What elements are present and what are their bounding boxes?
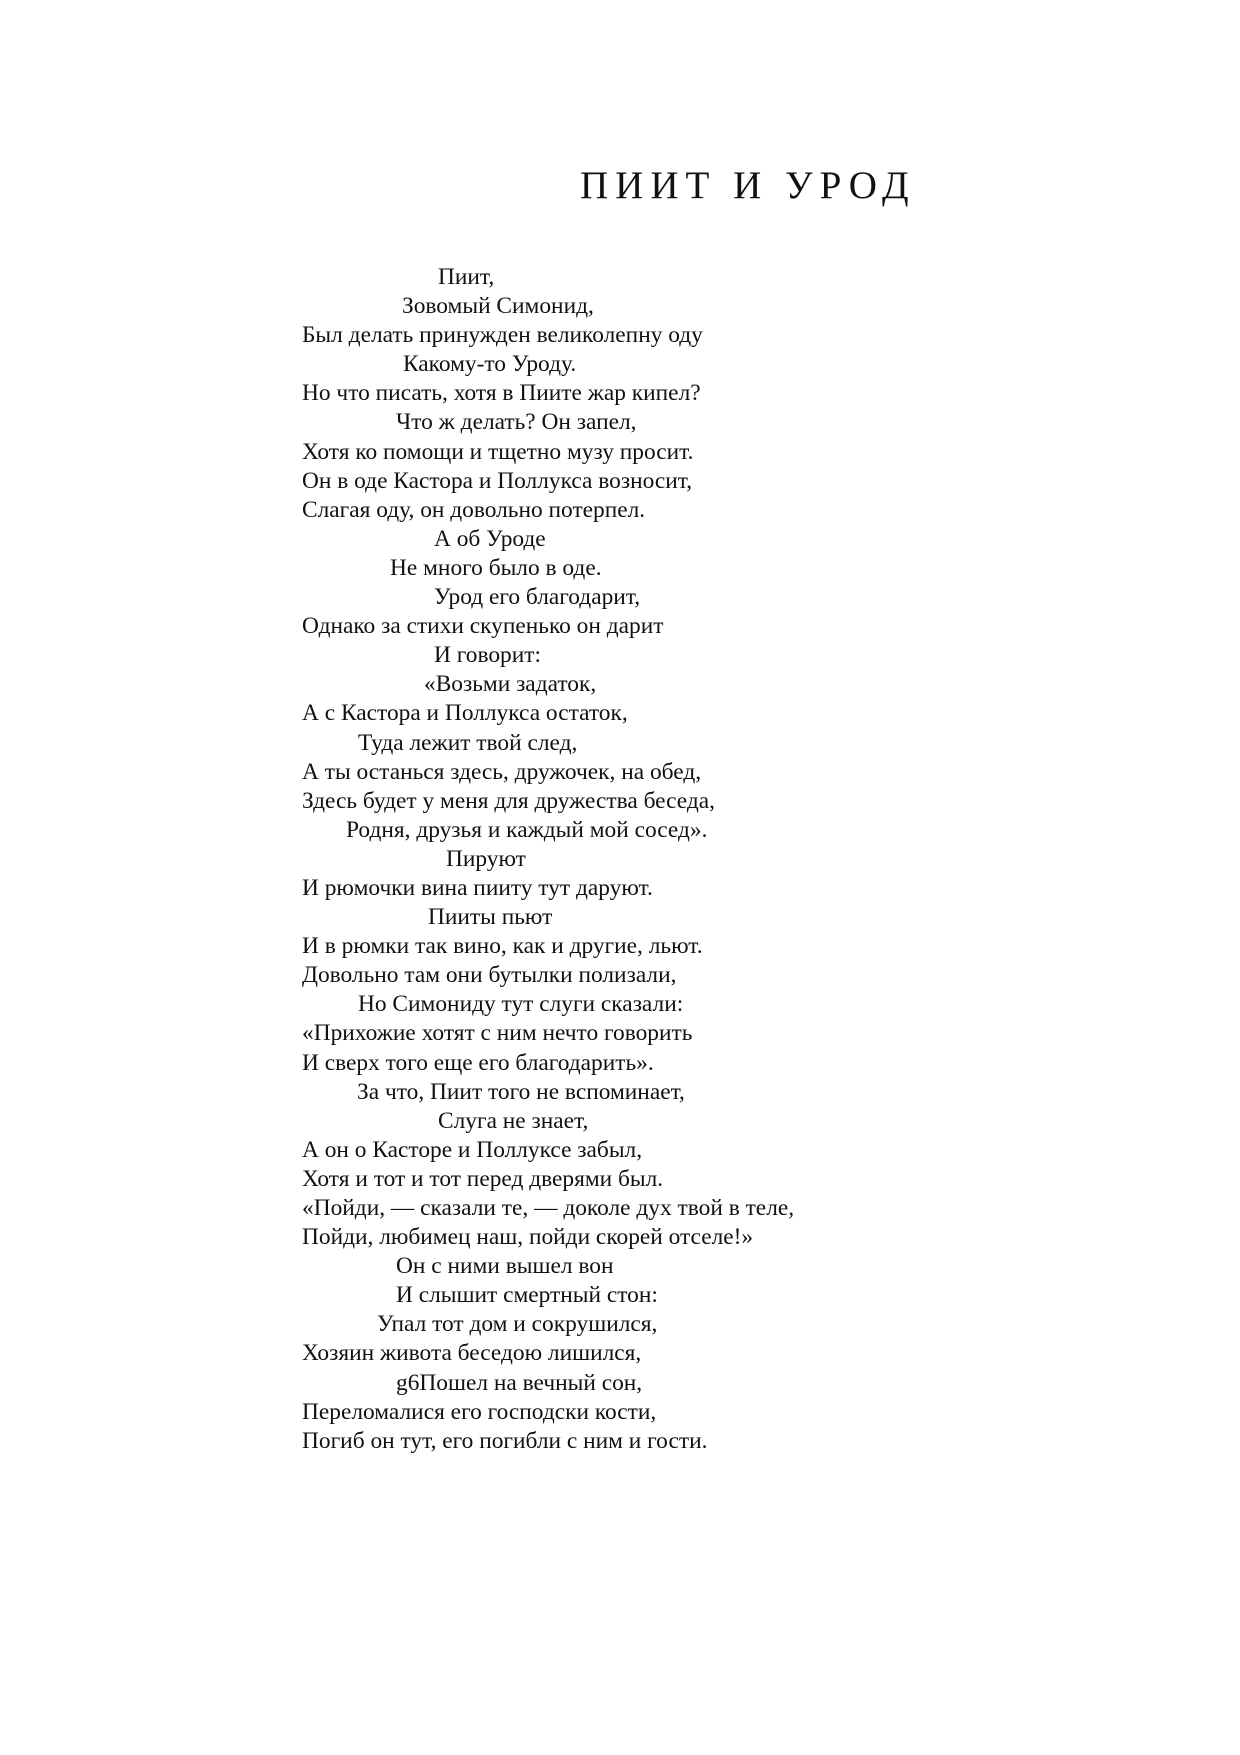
poem-line: Переломалися его господски кости, (302, 1398, 657, 1425)
poem-line: Что ж делать? Он запел, (396, 409, 637, 436)
poem-line: «Возьми задаток, (424, 671, 597, 698)
poem-line: Урод его благодарит, (434, 584, 641, 611)
poem-line: Погиб он тут, его погибли с ним и гости. (302, 1427, 708, 1454)
poem-line: Пируют (446, 845, 526, 872)
poem-line: Пойди, любимец наш, пойди скорей отселе!» (302, 1224, 754, 1251)
poem-line: «Прихожие хотят с ним нечто говорить (302, 1020, 693, 1047)
poem-line: А с Кастора и Поллукса остаток, (302, 700, 628, 727)
poem-line: За что, Пиит того не вспоминает, (357, 1078, 685, 1105)
poem-line: Пииты пьют (428, 904, 553, 931)
poem-line: Но что писать, хотя в Пиите жар кипел? (302, 380, 701, 407)
poem-line: Однако за стихи скупенько он дарит (302, 613, 664, 640)
poem-line: Здесь будет у меня для дружества беседа, (302, 787, 716, 814)
poem-line: И говорит: (434, 642, 541, 669)
poem-line: Не много было в оде. (390, 554, 602, 581)
poem-line: А он о Касторе и Поллуксе забыл, (302, 1136, 643, 1163)
poem-line: И рюмочки вина пииту тут даруют. (302, 874, 653, 901)
poem-line: Хотя ко помощи и тщетно музу просит. (302, 438, 694, 465)
poem-line: Зовомый Симонид, (402, 293, 594, 320)
poem-line: А ты останься здесь, дружочек, на обед, (302, 758, 702, 785)
poem-line: «Пойди, — сказали те, — доколе дух твой в теле, (302, 1195, 795, 1221)
poem-line: А об Уроде (434, 525, 546, 552)
poem-title: ПИИТ И УРОД (580, 164, 916, 207)
poem-line: Родня, друзья и каждый мой сосед». (346, 816, 708, 843)
poem-line: И сверх того еще его благодарить». (302, 1049, 654, 1076)
poem-body (302, 263, 1202, 1456)
poem-line: И в рюмки так вино, как и другие, льют. (302, 933, 703, 960)
poem-line: Но Симониду тут слуги сказали: (358, 991, 684, 1018)
poem-line: Слуга не знает, (438, 1107, 589, 1134)
poem-line: Хозяин живота беседою лишился, (302, 1340, 642, 1367)
poem-line: g6Пошел на вечный сон, (396, 1369, 643, 1396)
poem-line: Слагая оду, он довольно потерпел. (302, 496, 646, 523)
poem-line: Какому-то Уроду. (403, 351, 577, 378)
poem-line: Хотя и тот и тот перед дверями был. (302, 1165, 664, 1192)
poem-line: И слышит смертный стон: (396, 1282, 658, 1309)
poem-line: Он в оде Кастора и Поллукса возносит, (302, 467, 693, 494)
poem-line: Был делать принужден великолепну оду (302, 322, 703, 349)
poem-line: Он с ними вышел вон (396, 1253, 614, 1280)
poem-line: Пиит, (438, 264, 495, 290)
poem-line: Довольно там они бутылки полизали, (302, 962, 677, 989)
poem-line: Туда лежит твой след, (358, 729, 578, 756)
poem-line: Упал тот дом и сокрушился, (377, 1311, 658, 1338)
